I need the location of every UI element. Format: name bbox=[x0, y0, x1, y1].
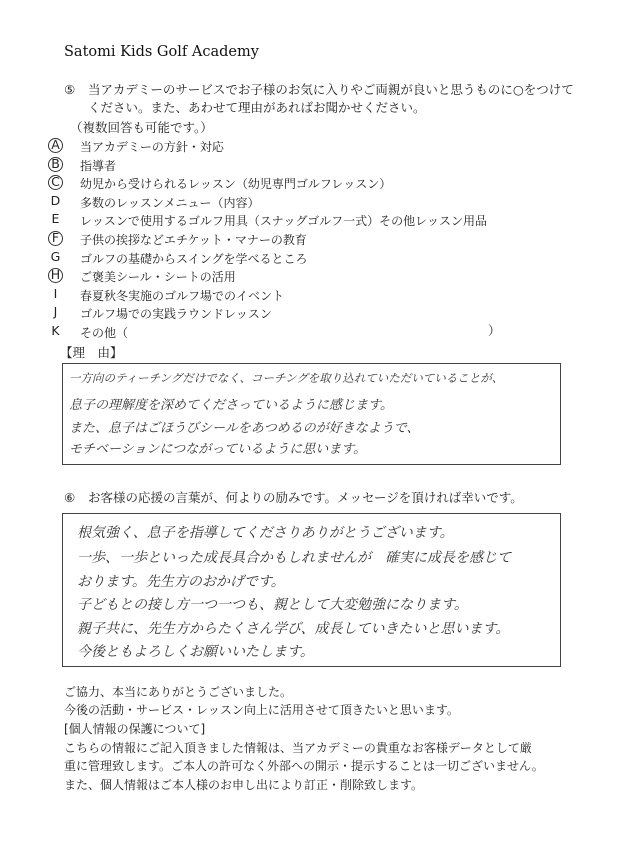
thanks-line: ご協力、本当にありがとうございました。 bbox=[64, 685, 293, 699]
option-letter: J bbox=[53, 304, 58, 319]
option-text: 春夏秋冬実施のゴルフ場でのイベント bbox=[80, 289, 285, 303]
question-6-text: お客様の応援の言葉が、何よりの励みです。メッセージを頂ければ幸いです。 bbox=[88, 490, 523, 505]
reason-line: 息子の理解度を深めてくださっているように感じます。 bbox=[69, 398, 393, 413]
message-line: 根気強く、息子を指導してくださりありがとうございます。 bbox=[77, 525, 454, 541]
option-text: ゴルフの基礎からスイングを学べるところ bbox=[80, 252, 308, 266]
option-letter: C bbox=[51, 174, 60, 189]
option-letter: B bbox=[51, 156, 60, 171]
message-line: 親子共に、先生方からたくさん学び、成長していきたいと思います。 bbox=[77, 621, 510, 637]
option-letter: D bbox=[50, 193, 61, 208]
question-5-line-3: （複数回答も可能です。） bbox=[70, 120, 213, 135]
reason-box bbox=[62, 363, 561, 465]
privacy-text-line: こちらの情報にご記入頂きました情報は、当アカデミーの貴重なお客様データとして厳 bbox=[64, 741, 532, 755]
privacy-text-line: 重に管理致します。ご本人の許可なく外部への開示・提示することは一切ございません。 bbox=[64, 759, 544, 773]
reason-line: モチベーションにつながっているように思います。 bbox=[69, 442, 367, 457]
option-letter: H bbox=[50, 267, 61, 282]
question-6-number: ⑥ bbox=[64, 490, 76, 505]
option-text: その他（ bbox=[80, 326, 129, 340]
message-line: 子どもとの接し方一つ一つも、親として大変勉強になります。 bbox=[77, 597, 468, 613]
option-letter: G bbox=[50, 249, 61, 264]
document-title: Satomi Kids Golf Academy bbox=[64, 44, 259, 60]
reason-line: 一方向のティーチングだけでなく、コーチングを取り込れていただいていることが、 bbox=[69, 371, 504, 385]
option-text: 多数のレッスンメニュー（内容） bbox=[80, 196, 260, 210]
option-text: 指導者 bbox=[80, 159, 117, 173]
option-text: ゴルフ場での実践ラウンドレッスン bbox=[80, 307, 272, 321]
message-box bbox=[62, 513, 561, 667]
privacy-text-line: また、個人情報はご本人様のお申し出により訂正・削除致します。 bbox=[64, 778, 424, 792]
question-5-line-2: ください。また、あわせて理由があればお聞かせください。 bbox=[88, 100, 426, 115]
other-close-paren: ） bbox=[488, 323, 501, 338]
privacy-heading: [個人情報の保護について] bbox=[64, 722, 206, 736]
usage-line: 今後の活動・サービス・レッスン向上に活用させて頂きたいと思います。 bbox=[64, 703, 459, 717]
option-letter: F bbox=[51, 230, 60, 245]
option-letter: I bbox=[53, 286, 58, 301]
option-text: ご褒美シール・シートの活用 bbox=[80, 270, 236, 284]
option-text: 子供の挨拶などエチケット・マナーの教育 bbox=[80, 233, 307, 247]
question-5-number: ⑤ bbox=[64, 82, 76, 97]
question-5-line-1: 当アカデミーのサービスでお子様のお気に入りやご両親が良いと思うものに○をつけて bbox=[88, 82, 574, 97]
option-text: 当アカデミーの方針・対応 bbox=[80, 140, 224, 154]
message-line: おります。先生方のおかげです。 bbox=[77, 574, 285, 590]
option-letter: K bbox=[51, 323, 60, 338]
option-letter: A bbox=[51, 137, 60, 152]
option-text: レッスンで使用するゴルフ用具（スナッグゴルフ一式）その他レッスン用品 bbox=[80, 214, 488, 228]
reason-label: 【理 由】 bbox=[60, 345, 123, 360]
message-line: 今後ともよろしくお願いいたします。 bbox=[77, 644, 314, 660]
option-letter: E bbox=[51, 211, 60, 226]
option-text: 幼児から受けられるレッスン（幼児専門ゴルフレッスン） bbox=[80, 177, 392, 191]
reason-line: また、息子はごほうびシールをあつめるのが好きなようで、 bbox=[69, 421, 420, 436]
message-line: 一歩、一歩といった成長具合かもしれませんが 確実に成長を感じて bbox=[77, 550, 511, 566]
